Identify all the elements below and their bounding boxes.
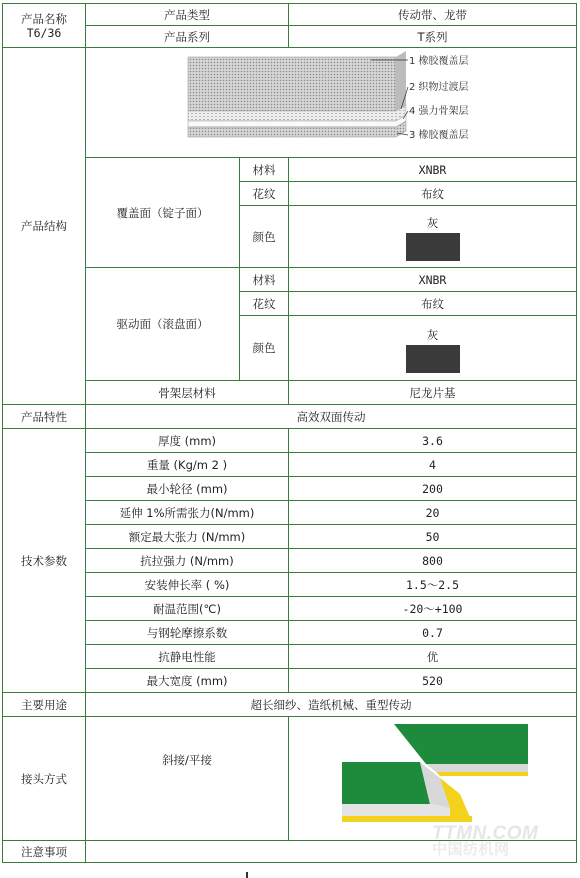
tech-param-name: 抗拉强力 (N/mm): [86, 549, 289, 573]
site-watermark: [432, 823, 539, 858]
drive-material-value: XNBR: [289, 268, 577, 292]
cover-color-swatch: [406, 233, 460, 261]
usage-label: 主要用途: [3, 693, 86, 717]
joint-diagram: [290, 718, 576, 836]
feature-value: 高效双面传动: [86, 405, 577, 429]
feature-label: 产品特性: [3, 405, 86, 429]
tech-param-value: 800: [289, 549, 577, 573]
joint-diagram-cell: [289, 717, 577, 841]
tech-param-name: 延伸 1%所需张力(N/mm): [86, 501, 289, 525]
usage-value: 超长细纱、造纸机械、重型传动: [86, 693, 577, 717]
tech-param-name: 最小轮径 (mm): [86, 477, 289, 501]
product-series-label: 产品系列: [86, 26, 289, 48]
upper-belt-top: [394, 724, 528, 764]
tech-param-value: 20: [289, 501, 577, 525]
tech-param-value: 520: [289, 669, 577, 693]
drive-color-label: 颜色: [240, 316, 289, 381]
product-name-value: T6/36: [26, 25, 62, 40]
drive-pattern-value: 布纹: [289, 292, 577, 316]
lower-belt-yellow-edge: [342, 816, 472, 822]
cover-pattern-value: 布纹: [289, 182, 577, 206]
upper-belt-bottom: [436, 772, 528, 776]
lower-belt-top: [342, 762, 430, 804]
product-name-label: 产品名称: [21, 11, 67, 26]
drive-color-swatch: [406, 345, 460, 373]
tech-param-name: 与钢轮摩擦系数: [86, 621, 289, 645]
cover-material-value: XNBR: [289, 158, 577, 182]
tech-param-name: 额定最大张力 (N/mm): [86, 525, 289, 549]
structure-diagram-cell: [86, 48, 577, 158]
layer-label-4: 4 强力骨架层: [409, 106, 469, 117]
product-type-value: 传动带、龙带: [289, 4, 577, 26]
drive-material-label: 材料: [240, 268, 289, 292]
watermark-line1: TTMN.COM: [432, 823, 539, 844]
tech-param-value: 4: [289, 453, 577, 477]
upper-belt-core: [426, 764, 528, 772]
product-spec-table: [2, 3, 577, 863]
layer-label-1: 1 橡胶覆盖层: [409, 56, 469, 67]
drive-pattern-label: 花纹: [240, 292, 289, 316]
tech-param-name: 最大宽度 (mm): [86, 669, 289, 693]
drive-color-value: 灰: [426, 327, 439, 342]
lower-belt-core: [342, 804, 450, 816]
layer-label-3: 3 橡胶覆盖层: [409, 130, 469, 141]
tech-param-name: 抗静电性能: [86, 645, 289, 669]
tech-params-label: 技术参数: [3, 429, 86, 693]
layer-label-2: 2 织物过渡层: [409, 82, 469, 93]
skeleton-material-value: 尼龙片基: [289, 381, 577, 405]
tech-param-value: 1.5～2.5: [289, 573, 577, 597]
tech-param-value: 50: [289, 525, 577, 549]
tech-param-value: 0.7: [289, 621, 577, 645]
joint-label: 接头方式: [3, 717, 86, 841]
tech-param-value: -20～+100: [289, 597, 577, 621]
tech-param-name: 安装伸长率 ( %): [86, 573, 289, 597]
cover-face-label: 覆盖面（锭子面）: [86, 158, 240, 268]
skeleton-material-label: 骨架层材料: [86, 381, 289, 405]
notes-label: 注意事项: [3, 841, 86, 863]
cover-material-label: 材料: [240, 158, 289, 182]
cover-color-label: 颜色: [240, 206, 289, 268]
drive-color-cell: [289, 316, 577, 381]
cover-pattern-label: 花纹: [240, 182, 289, 206]
tech-param-value: 优: [289, 645, 577, 669]
tech-param-name: 耐温范围(℃): [86, 597, 289, 621]
cover-color-value: 灰: [426, 216, 439, 230]
belt-layer-diagram: [171, 49, 491, 153]
structure-label: 产品结构: [3, 48, 86, 405]
watermark-line2: 中国纺机网: [432, 841, 510, 858]
product-series-value: T系列: [289, 26, 577, 48]
cover-color-cell: [289, 206, 577, 268]
tech-param-value: 200: [289, 477, 577, 501]
tech-param-name: 重量 (Kg/m 2 ): [86, 453, 289, 477]
tech-param-value: 3.6: [289, 429, 577, 453]
product-type-label: 产品类型: [86, 4, 289, 26]
top-cover-layer: [188, 57, 396, 111]
joint-method-value: 斜接/平接: [86, 717, 289, 841]
page-tick-mark: [246, 872, 248, 878]
drive-face-label: 驱动面（滚盘面）: [86, 268, 240, 381]
product-name-cell: [3, 4, 86, 48]
tech-param-name: 厚度 (mm): [86, 429, 289, 453]
spec-sheet: [2, 3, 577, 863]
